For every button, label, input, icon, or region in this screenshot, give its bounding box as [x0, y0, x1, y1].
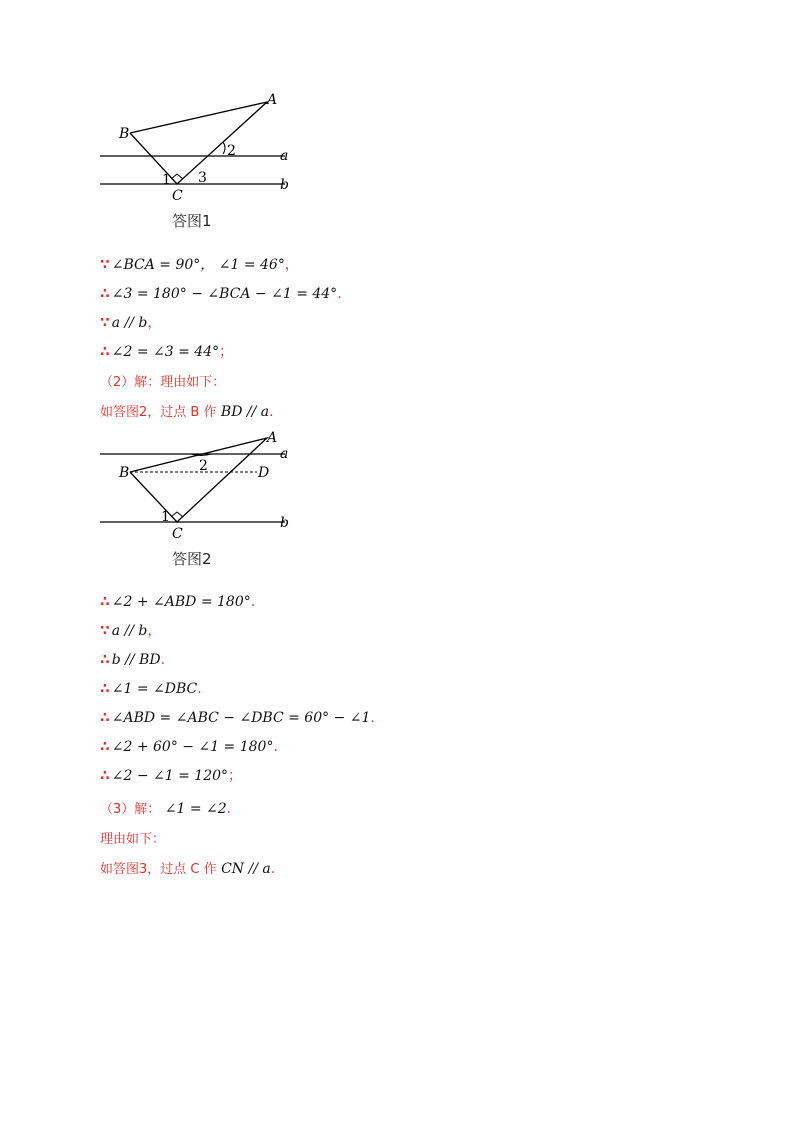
- step-2-3: ∴ b // BD.: [100, 652, 166, 668]
- label-angle-1: 1: [162, 172, 171, 188]
- part-3-heading: （3）解： ∠1 = ∠2.: [100, 801, 232, 817]
- right-angle-mark: [171, 512, 183, 517]
- part-2-construction: 如答图2，过点 B 作 BD // a.: [100, 404, 274, 420]
- step-2-7: ∴ ∠2 − ∠1 = 120°；: [100, 768, 243, 784]
- label-b: b: [280, 177, 289, 193]
- label-A: A: [267, 430, 278, 446]
- label-angle-2: 2: [227, 143, 236, 159]
- figure-1-caption: 答图1: [172, 212, 212, 230]
- step-2-5: ∴ ∠ABD = ∠ABC − ∠DBC = 60° − ∠1.: [100, 710, 375, 726]
- figure-2-caption: 答图2: [172, 550, 212, 568]
- figure-1: [95, 90, 305, 205]
- therefore-symbol: ∴: [100, 286, 110, 302]
- step-1-2: ∴ ∠3 = 180° − ∠BCA − ∠1 = 44°.: [100, 286, 342, 302]
- because-symbol: ∵: [100, 257, 110, 273]
- step-2-2: ∵ a // b，: [100, 623, 162, 639]
- because-symbol: ∵: [100, 315, 110, 331]
- label-a: a: [280, 446, 289, 462]
- step-2-6: ∴ ∠2 + 60° − ∠1 = 180°.: [100, 739, 278, 755]
- label-B: B: [119, 465, 130, 481]
- step-2-4: ∴ ∠1 = ∠DBC.: [100, 681, 202, 697]
- label-D: D: [258, 465, 270, 481]
- label-C: C: [172, 188, 183, 204]
- label-b: b: [280, 515, 289, 531]
- part-2-heading: （2）解：理由如下：: [100, 375, 226, 390]
- figure-2: [95, 428, 305, 540]
- step-1-4: ∴ ∠2 = ∠3 = 44°；: [100, 344, 234, 360]
- part-3-construction: 如答图3，过点 C 作 CN // a.: [100, 861, 276, 877]
- label-a: a: [280, 148, 289, 164]
- therefore-symbol: ∴: [100, 344, 110, 360]
- step-1-1: ∵ ∠BCA = 90°， ∠1 = 46°，: [100, 257, 299, 273]
- part-3-reason: 理由如下：: [100, 832, 166, 847]
- label-angle-1: 1: [161, 509, 170, 525]
- right-angle-mark: [171, 174, 183, 179]
- label-angle-2: 2: [199, 458, 208, 474]
- angle-2-arc: [223, 142, 225, 154]
- label-angle-3: 3: [198, 170, 207, 186]
- label-C: C: [172, 526, 183, 540]
- step-2-1: ∴ ∠2 + ∠ABD = 180°.: [100, 594, 256, 610]
- label-A: A: [267, 92, 278, 108]
- step-1-3: ∵ a // b，: [100, 315, 162, 331]
- label-B: B: [119, 126, 130, 142]
- triangle-abc: [130, 438, 270, 522]
